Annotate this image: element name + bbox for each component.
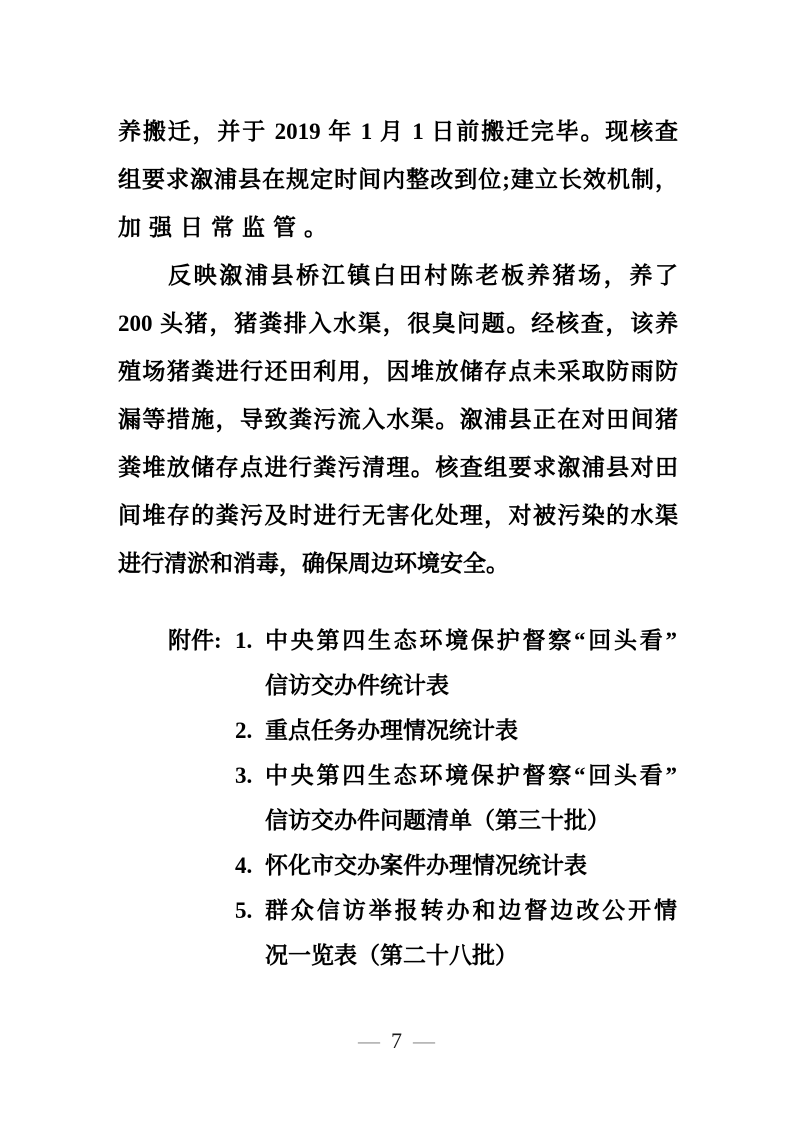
body-line: 反映溆浦县桥江镇白田村陈老板养猪场，养了: [168, 263, 678, 288]
attachment-item: [235, 888, 677, 978]
attachment-items: [235, 618, 677, 978]
body-line: 养搬迁，并于 2019 年 1 月 1 日前搬迁完毕。现核查: [118, 119, 678, 144]
attachment-line: 群众信访举报转办和边督边改公开情: [265, 898, 677, 923]
page-footer: [0, 1028, 793, 1054]
attachment-line: 怀化市交办案件办理情况统计表: [265, 853, 587, 878]
attachment-item: [235, 708, 677, 753]
attachment-item: [235, 843, 677, 888]
body-text-block: [118, 108, 678, 588]
attachment-line: 信访交办件问题清单（第三十批）: [265, 808, 610, 833]
attachment-line: 重点任务办理情况统计表: [265, 718, 518, 743]
body-line: 200 头猪，猪粪排入水渠，很臭问题。经核查，该养: [118, 311, 678, 336]
attachment-number: 3.: [235, 763, 253, 788]
paragraph-continuation: [118, 108, 678, 252]
attachments-list: [168, 618, 677, 978]
body-line: 加强日常监管。: [118, 215, 335, 240]
attachment-line: 况一览表（第二十八批）: [265, 943, 518, 968]
footer-dash-right: —: [413, 1028, 435, 1053]
body-line: 粪堆放储存点进行粪污清理。核查组要求溆浦县对田: [118, 455, 678, 480]
attachment-item: [235, 618, 677, 708]
attachments-label: 附件:: [168, 628, 222, 653]
body-line: 漏等措施，导致粪污流入水渠。溆浦县正在对田间猪: [118, 407, 678, 432]
attachment-number: 1.: [235, 628, 253, 653]
attachment-number: 4.: [235, 853, 253, 878]
body-line: 进行清淤和消毒，确保周边环境安全。: [118, 551, 509, 576]
body-line: 殖场猪粪进行还田利用，因堆放储存点未采取防雨防: [118, 359, 678, 384]
attachment-line: 信访交办件统计表: [265, 673, 449, 698]
footer-dash-left: —: [358, 1028, 380, 1053]
body-line: 组要求溆浦县在规定时间内整改到位;建立长效机制，: [118, 167, 678, 192]
attachment-item: [235, 753, 677, 843]
body-line: 间堆存的粪污及时进行无害化处理，对被污染的水渠: [118, 503, 678, 528]
attachment-number: 2.: [235, 718, 253, 743]
attachment-number: 5.: [235, 898, 253, 923]
attachment-line: 中央第四生态环境保护督察“回头看”: [265, 763, 677, 788]
paragraph: [118, 252, 678, 588]
attachment-line: 中央第四生态环境保护督察“回头看”: [265, 628, 677, 653]
page-number: 7: [391, 1028, 402, 1053]
